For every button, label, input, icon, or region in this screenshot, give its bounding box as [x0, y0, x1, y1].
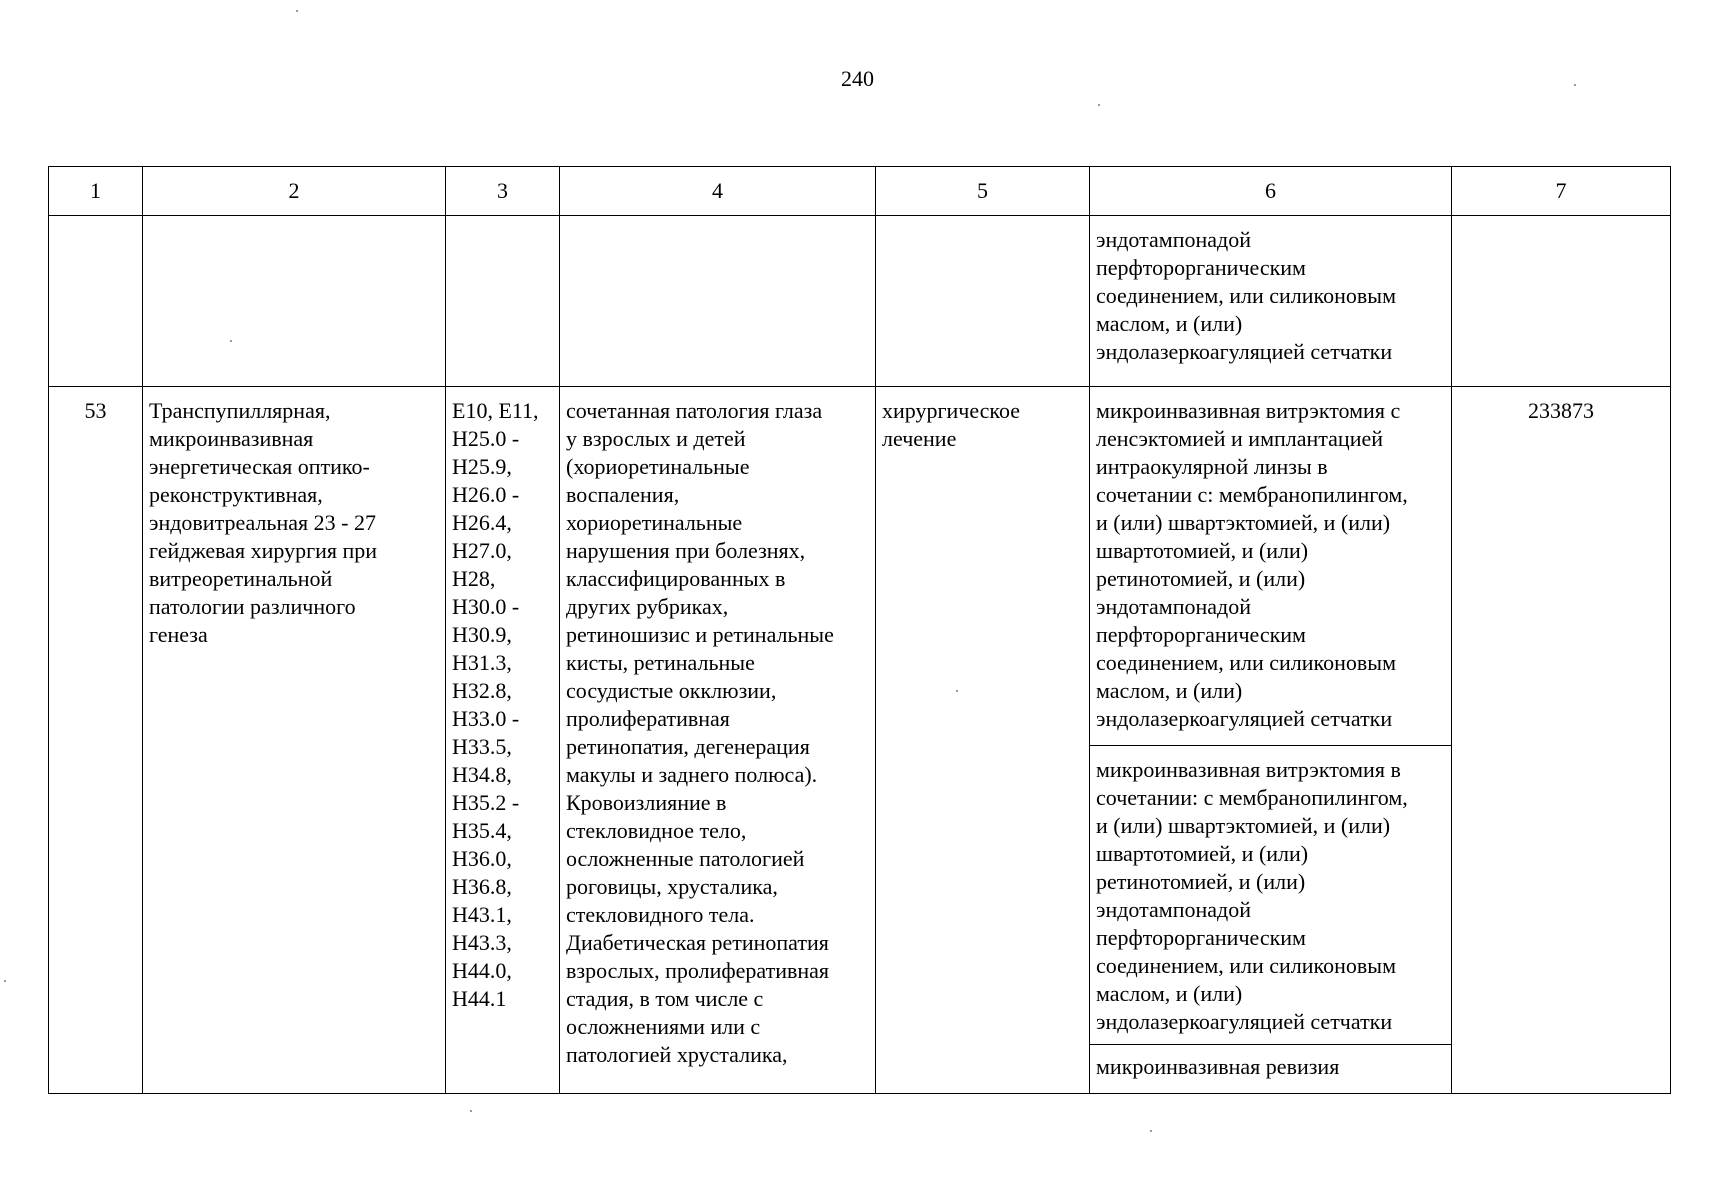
scan-speck [4, 980, 6, 982]
treatment-type-cell: хирургическое лечение [876, 387, 1090, 1094]
empty-cell [446, 216, 560, 387]
cost-cell: 233873 [1452, 387, 1671, 1094]
table-header-row [49, 167, 1671, 216]
patient-model-cell: сочетанная патология глаза у взрослых и детей (хориоретинальные воспаления, хориоретинальные нарушения при болезнях, классифицированных в других рубриках, ретиношизис и ретинальные кисты, ретинальные сосудистые окклюзии, пролиферативная ретинопатия, дегенерация макулы и заднего полюса). Кровоизлияние в стекловидное тело, осложненные патологией роговицы, хрусталика, стекловидного тела. Диабетическая ретинопатия взрослых, пролиферативная стадия, в том числе с осложнениями или с патологией хрусталика, [560, 387, 876, 1094]
header-cell-5: 5 [876, 167, 1090, 216]
row-number-cell: 53 [49, 387, 143, 1094]
medical-care-table [48, 166, 1671, 1094]
scan-speck [956, 690, 958, 692]
scan-speck [230, 340, 232, 342]
empty-cell [143, 216, 446, 387]
continuation-method-cell: эндотампонадой перфторорганическим соединением, или силиконовым маслом, и (или) эндолазеркоагуляцией сетчатки [1090, 216, 1452, 387]
scan-speck [1574, 84, 1576, 86]
method-cell-2: микроинвазивная витрэктомия в сочетании: с мембранопилингом, и (или) швартэктомией, и (или) швартотомией, и (или) ретинотомией, и (или) эндотампонадой перфторорганическим соединением, или силиконовым маслом, и (или) эндолазеркоагуляцией сетчатки [1090, 746, 1452, 1045]
method-cell-3: микроинвазивная ревизия [1090, 1045, 1452, 1094]
scan-speck [1150, 1130, 1152, 1132]
method-cell-1: микроинвазивная витрэктомия с ленсэктомией и имплантацией интраокулярной линзы в сочетании с: мембранопилингом, и (или) швартэктомией, и (или) швартотомией, и (или) ретинотомией, и (или) эндотампонадой перфторорганическим соединением, или силиконовым маслом, и (или) эндолазеркоагуляцией сетчатки [1090, 387, 1452, 746]
care-type-cell: Транспупиллярная, микроинвазивная энергетическая оптико- реконструктивная, эндовитреальная 23 - 27 гейджевая хирургия при витреоретинальной патологии различного генеза [143, 387, 446, 1094]
scan-speck [296, 10, 298, 12]
scan-speck [1098, 104, 1100, 106]
header-cell-1: 1 [49, 167, 143, 216]
header-cell-2: 2 [143, 167, 446, 216]
scan-speck [470, 1110, 472, 1112]
empty-cell [49, 216, 143, 387]
header-cell-7: 7 [1452, 167, 1671, 216]
header-cell-3: 3 [446, 167, 560, 216]
table-row-53 [49, 387, 1671, 746]
empty-cell [1452, 216, 1671, 387]
page-number: 240 [841, 66, 874, 91]
header-cell-6: 6 [1090, 167, 1452, 216]
header-cell-4: 4 [560, 167, 876, 216]
icd-codes-cell: E10, E11, H25.0 - H25.9, H26.0 - H26.4, H27.0, H28, H30.0 - H30.9, H31.3, H32.8, H33.0 - H33.5, H34.8, H35.2 - H35.4, H36.0, H36.8, H43.1, H43.3, H44.0, H44.1 [446, 387, 560, 1094]
continuation-row [49, 216, 1671, 387]
empty-cell [876, 216, 1090, 387]
empty-cell [560, 216, 876, 387]
